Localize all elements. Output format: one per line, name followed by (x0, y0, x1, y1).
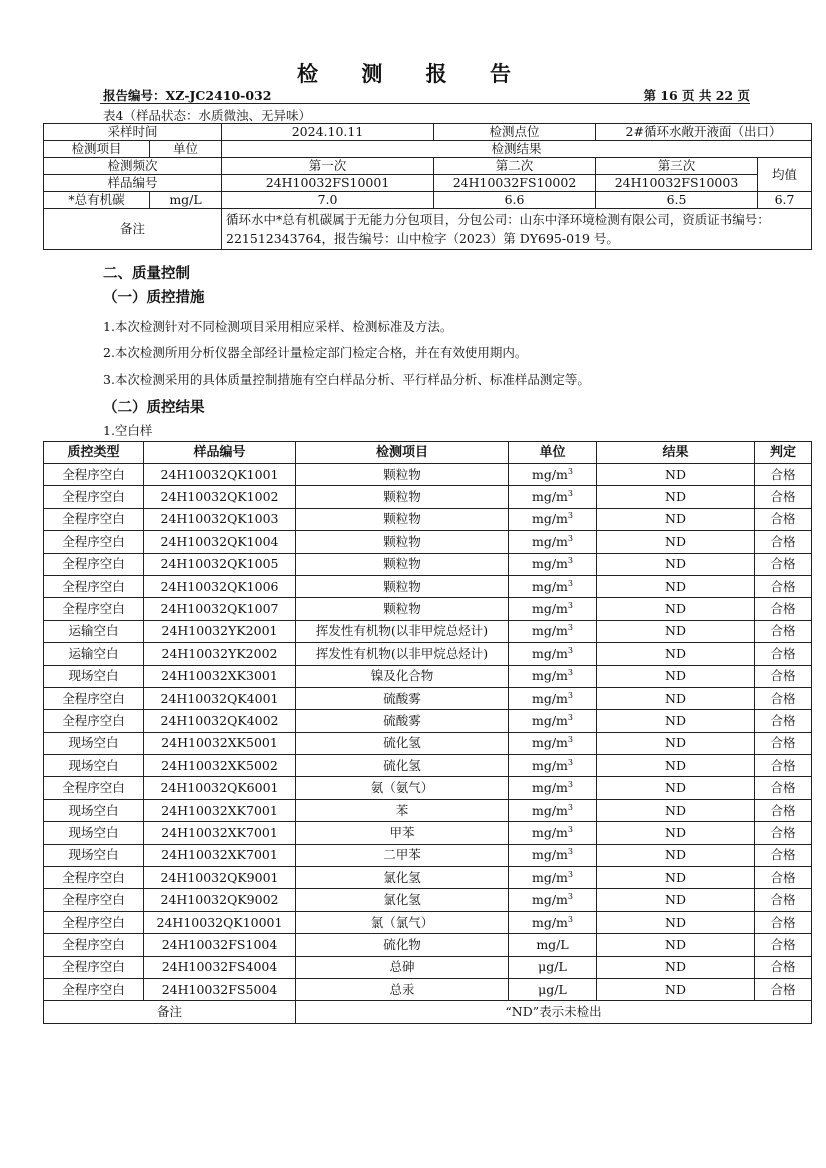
cell-unit: $mg/m^3$ (509, 710, 597, 732)
table-row (44, 486, 812, 508)
cell-unit: $mg/m^3$ (509, 822, 597, 844)
cell-sample-no: 24H10032QK4002 (144, 710, 296, 732)
cell-unit: $mg/m^3$ (509, 598, 597, 620)
qc-remark-text: “ND”表示未检出 (296, 1001, 812, 1023)
cell-test-item: 镍及化合物 (296, 665, 509, 687)
cell-qc-type: 全程序空白 (44, 575, 144, 597)
cell-sample-no: 24H10032YK2002 (144, 643, 296, 665)
cell-qc-type: 全程序空白 (44, 598, 144, 620)
cell-unit: $mg/m^3$ (509, 531, 597, 553)
cell-unit: μg/L (509, 956, 597, 978)
cell-unit: $mg/m^3$ (509, 889, 597, 911)
cell-sample-no: 24H10032QK1006 (144, 575, 296, 597)
cell-test-item: 总汞 (296, 978, 509, 1000)
table-row (44, 665, 812, 687)
table-row (44, 777, 812, 799)
value-average: 6.7 (758, 192, 812, 209)
cell-test-item: 二甲苯 (296, 844, 509, 866)
cell-test-item: 颗粒物 (296, 575, 509, 597)
table-row (44, 934, 812, 956)
cell-test-item: 氯化氢 (296, 889, 509, 911)
cell-judgement: 合格 (755, 620, 812, 642)
cell-judgement: 合格 (755, 486, 812, 508)
cell-test-item: 甲苯 (296, 822, 509, 844)
cell-result: ND (597, 867, 755, 889)
cell-result: ND (597, 598, 755, 620)
cell-unit: $mg/m^3$ (509, 665, 597, 687)
cell-sample-no: 24H10032XK7001 (144, 822, 296, 844)
cell-result: ND (597, 687, 755, 709)
label-test-point: 检测点位 (434, 124, 596, 141)
cell-test-item: 颗粒物 (296, 598, 509, 620)
cell-sample-no: 24H10032QK1003 (144, 508, 296, 530)
cell-test-item: 硫化氢 (296, 732, 509, 754)
cell-unit: μg/L (509, 978, 597, 1000)
label-frequency: 检测频次 (44, 158, 222, 175)
cell-sample-no: 24H10032QK1001 (144, 464, 296, 486)
cell-qc-type: 全程序空白 (44, 978, 144, 1000)
qc-measure-2: 2.本次检测所用分析仪器全部经计量检定部门检定合格，并在有效使用期内。 (103, 345, 528, 360)
subsection-qc-measures: （一）质控措施 (103, 289, 205, 306)
cell-qc-type: 全程序空白 (44, 508, 144, 530)
cell-qc-type: 现场空白 (44, 799, 144, 821)
cell-qc-type: 全程序空白 (44, 889, 144, 911)
header-unit: 单位 (509, 442, 597, 464)
cell-result: ND (597, 844, 755, 866)
cell-unit: $mg/m^3$ (509, 732, 597, 754)
cell-test-item: 硫酸雾 (296, 687, 509, 709)
cell-result: ND (597, 956, 755, 978)
cell-judgement: 合格 (755, 553, 812, 575)
cell-qc-type: 现场空白 (44, 844, 144, 866)
value-3: 6.5 (596, 192, 758, 209)
table-row (44, 755, 812, 777)
section-quality-control: 二、质量控制 (103, 265, 190, 282)
cell-sample-no: 24H10032FS1004 (144, 934, 296, 956)
cell-qc-type: 全程序空白 (44, 867, 144, 889)
cell-judgement: 合格 (755, 978, 812, 1000)
header-divider (100, 103, 750, 104)
table4-caption: 表4（样品状态：水质微浊、无异味） (103, 108, 311, 123)
cell-judgement: 合格 (755, 822, 812, 844)
cell-result: ND (597, 732, 755, 754)
header-judgement: 判定 (755, 442, 812, 464)
cell-unit: $mg/m^3$ (509, 844, 597, 866)
table-row (44, 553, 812, 575)
cell-qc-type: 运输空白 (44, 643, 144, 665)
table-row (44, 508, 812, 530)
label-sampling-time: 采样时间 (44, 124, 222, 141)
table-row (44, 687, 812, 709)
header-sample-no: 样品编号 (144, 442, 296, 464)
cell-unit: $mg/m^3$ (509, 464, 597, 486)
table-row (44, 620, 812, 642)
cell-qc-type: 全程序空白 (44, 464, 144, 486)
cell-qc-type: 全程序空白 (44, 777, 144, 799)
cell-test-item: 氯化氢 (296, 867, 509, 889)
cell-test-item: 颗粒物 (296, 464, 509, 486)
cell-sample-no: 24H10032YK2001 (144, 620, 296, 642)
cell-sample-no: 24H10032QK10001 (144, 911, 296, 933)
qc-measure-3: 3.本次检测采用的具体质量控制措施有空白样品分析、平行样品分析、标准样品测定等。 (103, 372, 590, 387)
label-average: 均值 (758, 158, 812, 192)
table-row (44, 978, 812, 1000)
cell-judgement: 合格 (755, 508, 812, 530)
cell-judgement: 合格 (755, 732, 812, 754)
cell-result: ND (597, 531, 755, 553)
table-row (44, 799, 812, 821)
cell-sample-no: 24H10032QK9002 (144, 889, 296, 911)
cell-qc-type: 运输空白 (44, 620, 144, 642)
cell-qc-type: 现场空白 (44, 822, 144, 844)
cell-sample-no: 24H10032QK1002 (144, 486, 296, 508)
cell-test-item: 颗粒物 (296, 486, 509, 508)
cell-test-item: 硫化物 (296, 934, 509, 956)
cell-qc-type: 现场空白 (44, 665, 144, 687)
subsection-qc-results: （二）质控结果 (103, 399, 205, 416)
cell-unit: $mg/m^3$ (509, 687, 597, 709)
remark-text: 循环水中*总有机碳属于无能力分包项目，分包公司：山东中泽环境检测有限公司，资质证书编号：221512343764，报告编号：山中检字（2023）第 DY695-019 号。 (222, 209, 812, 250)
cell-test-item: 苯 (296, 799, 509, 821)
cell-qc-type: 全程序空白 (44, 553, 144, 575)
cell-test-item: 总砷 (296, 956, 509, 978)
table-row (44, 531, 812, 553)
table-row (44, 598, 812, 620)
header-qc-type: 质控类型 (44, 442, 144, 464)
cell-qc-type: 全程序空白 (44, 911, 144, 933)
table-row (44, 889, 812, 911)
cell-judgement: 合格 (755, 687, 812, 709)
value-1: 7.0 (222, 192, 434, 209)
blank-qc-table (43, 441, 812, 1024)
cell-sample-no: 24H10032QK1007 (144, 598, 296, 620)
table-row (44, 464, 812, 486)
cell-result: ND (597, 620, 755, 642)
cell-test-item: 颗粒物 (296, 508, 509, 530)
cell-unit: $mg/m^3$ (509, 755, 597, 777)
cell-judgement: 合格 (755, 755, 812, 777)
report-title: 检 测 报 告 (297, 61, 529, 86)
sample-no-3: 24H10032FS10003 (596, 175, 758, 192)
cell-sample-no: 24H10032XK7001 (144, 844, 296, 866)
cell-test-item: 挥发性有机物(以非甲烷总烃计) (296, 643, 509, 665)
cell-result: ND (597, 508, 755, 530)
remark-label: 备注 (44, 209, 222, 250)
cell-result: ND (597, 486, 755, 508)
cell-result: ND (597, 665, 755, 687)
cell-judgement: 合格 (755, 889, 812, 911)
header-test-item: 检测项目 (296, 442, 509, 464)
table-row (44, 956, 812, 978)
label-unit: 单位 (150, 141, 222, 158)
cell-result: ND (597, 643, 755, 665)
value-2: 6.6 (434, 192, 596, 209)
cell-sample-no: 24H10032XK7001 (144, 799, 296, 821)
page-info: 第 16 页 共 22 页 (643, 88, 750, 103)
cell-result: ND (597, 553, 755, 575)
label-test-item: 检测项目 (44, 141, 150, 158)
cell-sample-no: 24H10032QK1004 (144, 531, 296, 553)
cell-unit: $mg/m^3$ (509, 777, 597, 799)
item-toc: *总有机碳 (44, 192, 150, 209)
cell-qc-type: 现场空白 (44, 755, 144, 777)
cell-judgement: 合格 (755, 867, 812, 889)
cell-sample-no: 24H10032QK6001 (144, 777, 296, 799)
cell-qc-type: 全程序空白 (44, 531, 144, 553)
cell-judgement: 合格 (755, 934, 812, 956)
sampling-time: 2024.10.11 (222, 124, 434, 141)
qc-measure-1: 1.本次检测针对不同检测项目采用相应采样、检测标准及方法。 (103, 319, 453, 334)
cell-judgement: 合格 (755, 844, 812, 866)
sample-no-2: 24H10032FS10002 (434, 175, 596, 192)
table-row (44, 911, 812, 933)
blank-sample-label: 1.空白样 (103, 423, 153, 438)
cell-test-item: 氨（氨气） (296, 777, 509, 799)
cell-judgement: 合格 (755, 531, 812, 553)
cell-unit: $mg/m^3$ (509, 799, 597, 821)
table-row (44, 732, 812, 754)
cell-judgement: 合格 (755, 777, 812, 799)
cell-result: ND (597, 911, 755, 933)
cell-unit: $mg/m^3$ (509, 867, 597, 889)
table-row (44, 822, 812, 844)
cell-test-item: 氯（氯气） (296, 911, 509, 933)
cell-unit: $mg/m^3$ (509, 575, 597, 597)
cell-unit: $mg/m^3$ (509, 911, 597, 933)
cell-result: ND (597, 755, 755, 777)
cell-judgement: 合格 (755, 665, 812, 687)
header-result: 结果 (597, 442, 755, 464)
cell-sample-no: 24H10032QK1005 (144, 553, 296, 575)
cell-qc-type: 现场空白 (44, 732, 144, 754)
table-row (44, 575, 812, 597)
cell-test-item: 硫化氢 (296, 755, 509, 777)
cell-qc-type: 全程序空白 (44, 687, 144, 709)
cell-test-item: 硫酸雾 (296, 710, 509, 732)
cell-qc-type: 全程序空白 (44, 956, 144, 978)
cell-sample-no: 24H10032XK3001 (144, 665, 296, 687)
toc-result-table (43, 123, 812, 250)
sample-no-1: 24H10032FS10001 (222, 175, 434, 192)
cell-qc-type: 全程序空白 (44, 486, 144, 508)
cell-test-item: 颗粒物 (296, 531, 509, 553)
freq-third: 第三次 (596, 158, 758, 175)
cell-result: ND (597, 710, 755, 732)
cell-sample-no: 24H10032FS5004 (144, 978, 296, 1000)
cell-result: ND (597, 799, 755, 821)
table-row (44, 643, 812, 665)
cell-unit: $mg/m^3$ (509, 508, 597, 530)
cell-judgement: 合格 (755, 799, 812, 821)
freq-second: 第二次 (434, 158, 596, 175)
table-row (44, 867, 812, 889)
cell-sample-no: 24H10032XK5001 (144, 732, 296, 754)
cell-qc-type: 全程序空白 (44, 710, 144, 732)
qc-remark-label: 备注 (44, 1001, 296, 1023)
cell-judgement: 合格 (755, 710, 812, 732)
report-number: 报告编号：XZ-JC2410-032 (103, 88, 272, 103)
freq-first: 第一次 (222, 158, 434, 175)
cell-result: ND (597, 934, 755, 956)
cell-test-item: 挥发性有机物(以非甲烷总烃计) (296, 620, 509, 642)
qc-remark-row (44, 1001, 812, 1023)
cell-result: ND (597, 464, 755, 486)
cell-sample-no: 24H10032QK4001 (144, 687, 296, 709)
cell-unit: mg/L (509, 934, 597, 956)
cell-result: ND (597, 777, 755, 799)
cell-unit: $mg/m^3$ (509, 643, 597, 665)
cell-judgement: 合格 (755, 956, 812, 978)
cell-judgement: 合格 (755, 464, 812, 486)
cell-result: ND (597, 978, 755, 1000)
cell-unit: $mg/m^3$ (509, 620, 597, 642)
cell-sample-no: 24H10032QK9001 (144, 867, 296, 889)
cell-sample-no: 24H10032FS4004 (144, 956, 296, 978)
cell-result: ND (597, 889, 755, 911)
cell-unit: $mg/m^3$ (509, 486, 597, 508)
cell-judgement: 合格 (755, 643, 812, 665)
cell-sample-no: 24H10032XK5002 (144, 755, 296, 777)
table-row (44, 844, 812, 866)
cell-judgement: 合格 (755, 598, 812, 620)
test-point: 2#循环水敞开液面（出口） (596, 124, 812, 141)
label-sample-no: 样品编号 (44, 175, 222, 192)
qc-header-row (44, 442, 812, 464)
cell-judgement: 合格 (755, 911, 812, 933)
cell-test-item: 颗粒物 (296, 553, 509, 575)
cell-result: ND (597, 822, 755, 844)
cell-unit: $mg/m^3$ (509, 553, 597, 575)
cell-judgement: 合格 (755, 575, 812, 597)
cell-result: ND (597, 575, 755, 597)
label-test-result: 检测结果 (222, 141, 812, 158)
unit-toc: mg/L (150, 192, 222, 209)
cell-qc-type: 全程序空白 (44, 934, 144, 956)
table-row (44, 710, 812, 732)
